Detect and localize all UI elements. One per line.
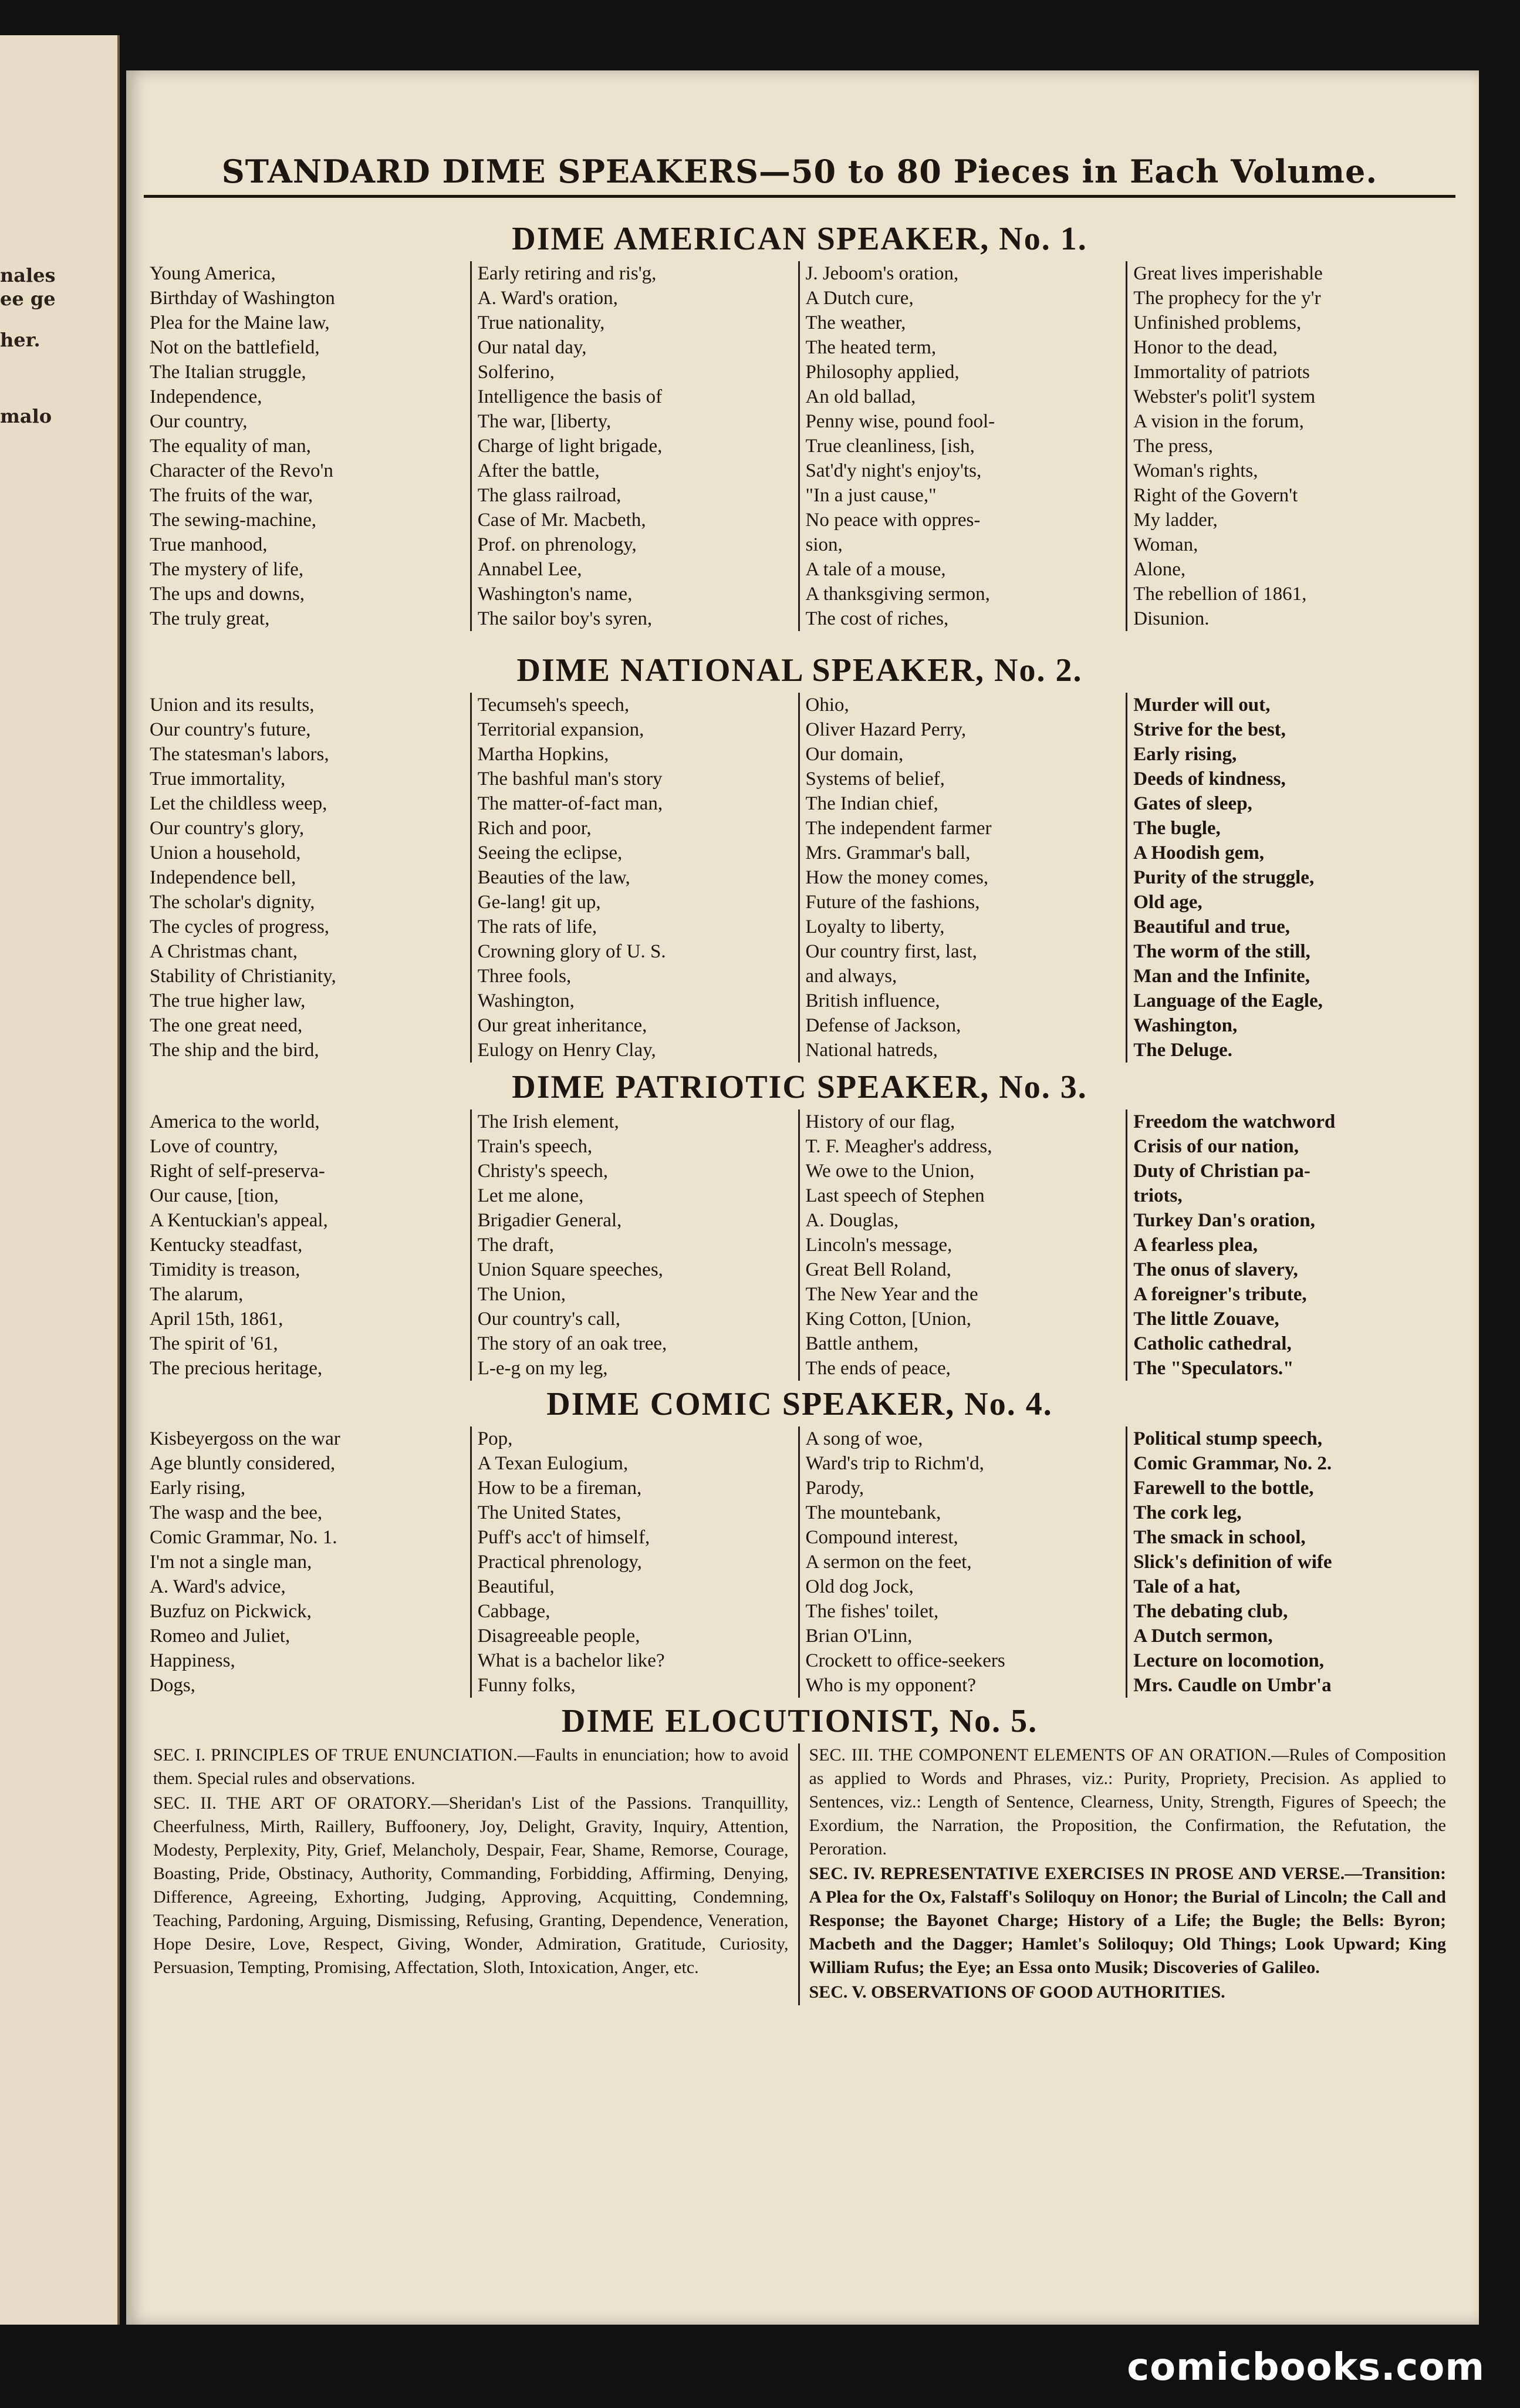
list-item: Crockett to office-seekers xyxy=(805,1650,1005,1671)
column-2 xyxy=(472,261,800,631)
list-item: Plea for the Maine law, xyxy=(150,312,330,333)
list-item: The spirit of '61, xyxy=(150,1333,278,1354)
list-item: A. Ward's advice, xyxy=(150,1576,286,1597)
list-item: The one great need, xyxy=(150,1015,303,1036)
list-item: The scholar's dignity, xyxy=(150,892,315,913)
list-item: Woman, xyxy=(1133,534,1198,555)
list-item: Christy's speech, xyxy=(477,1161,609,1182)
list-item: Compound interest, xyxy=(805,1527,958,1548)
section-columns xyxy=(144,1426,1455,1698)
list-item: America to the world, xyxy=(150,1111,320,1132)
list-item: Early rising, xyxy=(1133,744,1237,765)
list-item: True cleanliness, [ish, xyxy=(805,436,975,457)
elocutionist-paragraph: SEC. II. THE ART OF ORATORY.—Sheridan's List of the Passions. Tranquillity, Cheerfulness, Mirth, Raillery, Buffoonery, Joy, Delight, Gravity, Inquiry, Attention, Modesty, Perplexity, Pity, Grief, Melancholy, Despair, Fear, Shame, Remorse, Courage, Boasting, Pride, Obstinacy, Authority, Commanding, Forbidding, Affirming, Denying, Difference, Agreeing, Exhorting, Judging, Approving, Acquitting, Condemning, Teaching, Pardoning, Arguing, Dismissing, Refusing, Granting, Dependence, Veneration, Hope Desire, Love, Respect, Giving, Wonder, Admiration, Gratitude, Curiosity, Persuasion, Tempting, Promising, Affectation, Sloth, Intoxication, Anger, etc. xyxy=(153,1793,789,1977)
list-item: How to be a fireman, xyxy=(477,1478,642,1499)
book-page xyxy=(126,70,1479,2325)
list-item: True manhood, xyxy=(150,534,268,555)
list-item: Tecumseh's speech, xyxy=(477,694,630,716)
section-patriotic-speaker xyxy=(144,1068,1455,1381)
section-title: DIME PATRIOTIC SPEAKER, No. 3. xyxy=(512,1069,1087,1105)
list-item: Great Bell Roland, xyxy=(805,1259,951,1280)
list-item: A tale of a mouse, xyxy=(805,559,946,580)
list-item: Man and the Infinite, xyxy=(1133,966,1310,987)
list-item: King Cotton, [Union, xyxy=(805,1308,971,1330)
list-item: Union and its results, xyxy=(150,694,315,716)
column-1 xyxy=(144,1426,472,1698)
list-item: Birthday of Washington xyxy=(150,288,335,309)
list-item: Parody, xyxy=(805,1478,864,1499)
list-item: Right of the Govern't xyxy=(1133,485,1298,506)
section-title: DIME AMERICAN SPEAKER, No. 1. xyxy=(512,221,1087,257)
list-item: The mystery of life, xyxy=(150,559,304,580)
list-item: Love of country, xyxy=(150,1136,278,1157)
list-item: The cost of riches, xyxy=(805,608,949,629)
list-item: The cycles of progress, xyxy=(150,916,330,937)
list-item: The New Year and the xyxy=(805,1284,978,1305)
list-item: A song of woe, xyxy=(805,1428,923,1449)
list-item: Our natal day, xyxy=(477,337,587,358)
list-item: I'm not a single man, xyxy=(150,1552,312,1573)
list-item: A Dutch cure, xyxy=(805,288,914,309)
list-item: Philosophy applied, xyxy=(805,362,960,383)
list-item: The press, xyxy=(1133,436,1213,457)
list-item: Let me alone, xyxy=(477,1185,584,1206)
section-national-speaker xyxy=(144,652,1455,1063)
list-item: The truly great, xyxy=(150,608,270,629)
list-item: My ladder, xyxy=(1133,510,1218,531)
list-item: Purity of the struggle, xyxy=(1133,867,1315,888)
list-item: Washington, xyxy=(1133,1015,1238,1036)
list-item: The worm of the still, xyxy=(1133,941,1310,962)
list-item: The cork leg, xyxy=(1133,1502,1242,1523)
list-item: A thanksgiving sermon, xyxy=(805,584,990,605)
list-item: "In a just cause," xyxy=(805,485,937,506)
list-item: The draft, xyxy=(477,1235,554,1256)
list-item: The rats of life, xyxy=(477,916,597,937)
list-item: The bugle, xyxy=(1133,818,1221,839)
list-item: L-e-g on my leg, xyxy=(477,1358,608,1379)
column-1 xyxy=(144,1109,472,1381)
section-columns xyxy=(144,1109,1455,1381)
list-item: Brigadier General, xyxy=(477,1210,622,1231)
list-item: A. Douglas, xyxy=(805,1210,899,1231)
section-title: DIME NATIONAL SPEAKER, No. 2. xyxy=(516,652,1083,689)
list-item: Catholic cathedral, xyxy=(1133,1333,1292,1354)
list-item: Our country, xyxy=(150,411,248,432)
list-item: Buzfuz on Pickwick, xyxy=(150,1601,312,1622)
elocutionist-paragraph: SEC. V. OBSERVATIONS OF GOOD AUTHORITIES. xyxy=(809,1982,1225,2002)
column-2 xyxy=(472,693,800,1063)
list-item: The onus of slavery, xyxy=(1133,1259,1298,1280)
section-title: DIME ELOCUTIONIST, No. 5. xyxy=(561,1703,1038,1739)
list-item: After the battle, xyxy=(477,460,600,481)
column-3 xyxy=(800,261,1128,631)
list-item: Slick's definition of wife xyxy=(1133,1552,1332,1573)
list-item: Territorial expansion, xyxy=(477,719,644,740)
list-item: True immortality, xyxy=(150,768,286,790)
list-item: Brian O'Linn, xyxy=(805,1625,913,1647)
list-item: Our country's future, xyxy=(150,719,311,740)
column-4 xyxy=(1127,261,1455,631)
list-item: The prophecy for the y'r xyxy=(1133,288,1321,309)
list-item: Sat'd'y night's enjoy'ts, xyxy=(805,460,982,481)
list-item: Turkey Dan's oration, xyxy=(1133,1210,1315,1231)
list-item: Freedom the watchword xyxy=(1133,1111,1336,1132)
list-item: The war, [liberty, xyxy=(477,411,612,432)
list-item: Annabel Lee, xyxy=(477,559,582,580)
list-item: The sewing-machine, xyxy=(150,510,317,531)
section-comic-speaker xyxy=(144,1385,1455,1698)
section-columns xyxy=(144,261,1455,631)
section-american-speaker xyxy=(144,220,1455,631)
list-item: We owe to the Union, xyxy=(805,1161,975,1182)
list-item: The Union, xyxy=(477,1284,566,1305)
list-item: Our domain, xyxy=(805,744,904,765)
list-item: Martha Hopkins, xyxy=(477,744,609,765)
list-item: The ups and downs, xyxy=(150,584,305,605)
list-item: The precious heritage, xyxy=(150,1358,323,1379)
column-3 xyxy=(800,693,1128,1063)
section-elocutionist xyxy=(144,1702,1455,2005)
column-3 xyxy=(800,1426,1128,1698)
left-page-text: malo xyxy=(0,405,52,427)
list-item: A Christmas chant, xyxy=(150,941,298,962)
list-item: Practical phrenology, xyxy=(477,1552,642,1573)
list-item: Washington, xyxy=(477,990,575,1011)
list-item: Seeing the eclipse, xyxy=(477,842,623,864)
list-item: Comic Grammar, No. 1. xyxy=(150,1527,337,1548)
list-item: The equality of man, xyxy=(150,436,311,457)
left-page-fragment xyxy=(0,35,120,2325)
list-item: Language of the Eagle, xyxy=(1133,990,1323,1011)
list-item: Dogs, xyxy=(150,1675,195,1696)
list-item: sion, xyxy=(805,534,843,555)
list-item: A sermon on the feet, xyxy=(805,1552,972,1573)
list-item: Political stump speech, xyxy=(1133,1428,1322,1449)
column-1 xyxy=(144,693,472,1063)
list-item: No peace with oppres- xyxy=(805,510,981,531)
list-item: Immortality of patriots xyxy=(1133,362,1310,383)
list-item: Future of the fashions, xyxy=(805,892,980,913)
list-item: Gates of sleep, xyxy=(1133,793,1252,814)
left-page-text: nales xyxy=(0,264,56,286)
list-item: A. Ward's oration, xyxy=(477,288,618,309)
list-item: The United States, xyxy=(477,1502,621,1523)
elocutionist-paragraph: SEC. IV. REPRESENTATIVE EXERCISES IN PROSE AND VERSE.—Transition: A Plea for the Ox, Falstaff's Soliloquy on Honor; the Burial of Lincoln; the Call and Response; the Bayonet Charge; History of a Life; the Bugle; the Bells: Byron; Macbeth and the Dagger; Hamlet's Soliloquy; Old Things; Look Upward; King William Rufus; the Eye; an Essa onto Musik; Discoveries of Galileo. xyxy=(809,1864,1446,1977)
list-item: Ward's trip to Richm'd, xyxy=(805,1453,984,1474)
left-page-text: ee ge xyxy=(0,288,56,310)
list-item: Stability of Christianity, xyxy=(150,966,336,987)
list-item: Union a household, xyxy=(150,842,301,864)
list-item: The statesman's labors, xyxy=(150,744,329,765)
list-item: Our cause, [tion, xyxy=(150,1185,279,1206)
list-item: Funny folks, xyxy=(477,1675,576,1696)
list-item: Mrs. Caudle on Umbr'a xyxy=(1133,1675,1332,1696)
list-item: Murder will out, xyxy=(1133,694,1271,716)
list-item: The story of an oak tree, xyxy=(477,1333,667,1354)
list-item: A fearless plea, xyxy=(1133,1235,1258,1256)
list-item: Tale of a hat, xyxy=(1133,1576,1241,1597)
list-item: Three fools, xyxy=(477,966,572,987)
list-item: Independence bell, xyxy=(150,867,296,888)
list-item: Not on the battlefield, xyxy=(150,337,320,358)
list-item: The independent farmer xyxy=(805,818,992,839)
list-item: and always, xyxy=(805,966,897,987)
list-item: The ends of peace, xyxy=(805,1358,951,1379)
list-item: Beautiful and true, xyxy=(1133,916,1291,937)
list-item: A vision in the forum, xyxy=(1133,411,1304,432)
list-item: Charge of light brigade, xyxy=(477,436,663,457)
list-item: Mrs. Grammar's ball, xyxy=(805,842,971,864)
list-item: Last speech of Stephen xyxy=(805,1185,985,1206)
list-item: Systems of belief, xyxy=(805,768,945,790)
list-item: Union Square speeches, xyxy=(477,1259,663,1280)
section-columns xyxy=(144,693,1455,1063)
list-item: The heated term, xyxy=(805,337,937,358)
list-item: Prof. on phrenology, xyxy=(477,534,637,555)
list-item: The alarum, xyxy=(150,1284,244,1305)
list-item: The debating club, xyxy=(1133,1601,1288,1622)
list-item: True nationality, xyxy=(477,312,605,333)
list-item: Old dog Jock, xyxy=(805,1576,914,1597)
list-item: Who is my opponent? xyxy=(805,1675,977,1696)
list-item: Unfinished problems, xyxy=(1133,312,1302,333)
elocutionist-right-column xyxy=(800,1743,1456,2005)
list-item: A Hoodish gem, xyxy=(1133,842,1265,864)
list-item: Lincoln's message, xyxy=(805,1235,952,1256)
list-item: Early rising, xyxy=(150,1478,246,1499)
column-4 xyxy=(1127,1426,1455,1698)
list-item: Honor to the dead, xyxy=(1133,337,1278,358)
list-item: The smack in school, xyxy=(1133,1527,1306,1548)
list-item: British influence, xyxy=(805,990,940,1011)
list-item: Our country first, last, xyxy=(805,941,977,962)
site-watermark: comicbooks.com xyxy=(1127,2346,1485,2389)
list-item: What is a bachelor like? xyxy=(477,1650,665,1671)
list-item: Pop, xyxy=(477,1428,513,1449)
list-item: Farewell to the bottle, xyxy=(1133,1478,1314,1499)
list-item: A Dutch sermon, xyxy=(1133,1625,1273,1647)
list-item: Case of Mr. Macbeth, xyxy=(477,510,646,531)
list-item: Timidity is treason, xyxy=(150,1259,300,1280)
elocutionist-columns xyxy=(144,1743,1455,2005)
section-title: DIME COMIC SPEAKER, No. 4. xyxy=(546,1386,1053,1422)
list-item: The Deluge. xyxy=(1133,1040,1232,1061)
list-item: The sailor boy's syren, xyxy=(477,608,653,629)
list-item: Young America, xyxy=(150,263,276,284)
list-item: The matter-of-fact man, xyxy=(477,793,663,814)
list-item: Our great inheritance, xyxy=(477,1015,647,1036)
list-item: April 15th, 1861, xyxy=(150,1308,283,1330)
list-item: Defense of Jackson, xyxy=(805,1015,961,1036)
list-item: Cabbage, xyxy=(477,1601,550,1622)
list-item: Right of self-preserva- xyxy=(150,1161,325,1182)
list-item: The fruits of the war, xyxy=(150,485,313,506)
column-2 xyxy=(472,1109,800,1381)
list-item: The true higher law, xyxy=(150,990,306,1011)
list-item: A foreigner's tribute, xyxy=(1133,1284,1307,1305)
list-item: The rebellion of 1861, xyxy=(1133,584,1307,605)
list-item: The glass railroad, xyxy=(477,485,621,506)
page-header: STANDARD DIME SPEAKERS—50 to 80 Pieces in Each Volume. xyxy=(144,153,1455,198)
list-item: Webster's polit'l system xyxy=(1133,386,1316,407)
list-item: Washington's name, xyxy=(477,584,633,605)
list-item: Age bluntly considered, xyxy=(150,1453,336,1474)
list-item: The Italian struggle, xyxy=(150,362,306,383)
list-item: Comic Grammar, No. 2. xyxy=(1133,1453,1332,1474)
list-item: Duty of Christian pa- xyxy=(1133,1161,1310,1182)
list-item: Great lives imperishable xyxy=(1133,263,1323,284)
list-item: Loyalty to liberty, xyxy=(805,916,945,937)
list-item: Kentucky steadfast, xyxy=(150,1235,303,1256)
list-item: Solferino, xyxy=(477,362,555,383)
list-item: How the money comes, xyxy=(805,867,989,888)
list-item: Independence, xyxy=(150,386,262,407)
list-item: Happiness, xyxy=(150,1650,235,1671)
list-item: T. F. Meagher's address, xyxy=(805,1136,992,1157)
list-item: The fishes' toilet, xyxy=(805,1601,939,1622)
elocutionist-paragraph: SEC. I. PRINCIPLES OF TRUE ENUNCIATION.—Faults in enunciation; how to avoid them. Special rules and observations. xyxy=(153,1745,789,1788)
elocutionist-paragraph: SEC. III. THE COMPONENT ELEMENTS OF AN ORATION.—Rules of Composition as applied to Words and Phrases, viz.: Purity, Propriety, Precision. As applied to Sentences, viz.: Length of Sentence, Clearness, Unity, Strength, Figures of Speech; the Exordium, the Narration, the Proposition, the Confirmation, the Refutation, the Peroration. xyxy=(809,1745,1446,1859)
left-page-text: her. xyxy=(0,329,40,351)
list-item: Battle anthem, xyxy=(805,1333,918,1354)
list-item: triots, xyxy=(1133,1185,1183,1206)
column-4 xyxy=(1127,1109,1455,1381)
list-item: The bashful man's story xyxy=(477,768,663,790)
list-item: Penny wise, pound fool- xyxy=(805,411,995,432)
list-item: Ge-lang! git up, xyxy=(477,892,601,913)
list-item: Alone, xyxy=(1133,559,1186,580)
list-item: Strive for the best, xyxy=(1133,719,1286,740)
list-item: Beauties of the law, xyxy=(477,867,630,888)
list-item: Old age, xyxy=(1133,892,1203,913)
list-item: An old ballad, xyxy=(805,386,916,407)
list-item: Let the childless weep, xyxy=(150,793,327,814)
list-item: History of our flag, xyxy=(805,1111,955,1132)
list-item: Rich and poor, xyxy=(477,818,592,839)
elocutionist-left-column xyxy=(144,1743,800,2005)
list-item: The Indian chief, xyxy=(805,793,938,814)
list-item: Eulogy on Henry Clay, xyxy=(477,1040,656,1061)
list-item: Kisbeyergoss on the war xyxy=(150,1428,340,1449)
list-item: Crowning glory of U. S. xyxy=(477,941,666,962)
list-item: Intelligence the basis of xyxy=(477,386,663,407)
list-item: The mountebank, xyxy=(805,1502,941,1523)
column-3 xyxy=(800,1109,1128,1381)
list-item: A Texan Eulogium, xyxy=(477,1453,629,1474)
list-item: Character of the Revo'n xyxy=(150,460,333,481)
list-item: Disunion. xyxy=(1133,608,1210,629)
list-item: Disagreeable people, xyxy=(477,1625,640,1647)
list-item: A Kentuckian's appeal, xyxy=(150,1210,328,1231)
list-item: Woman's rights, xyxy=(1133,460,1258,481)
list-item: National hatreds, xyxy=(805,1040,938,1061)
list-item: Our country's call, xyxy=(477,1308,621,1330)
list-item: Lecture on locomotion, xyxy=(1133,1650,1325,1671)
list-item: J. Jeboom's oration, xyxy=(805,263,959,284)
list-item: The "Speculators." xyxy=(1133,1358,1294,1379)
list-item: Crisis of our nation, xyxy=(1133,1136,1299,1157)
list-item: The ship and the bird, xyxy=(150,1040,319,1061)
list-item: Deeds of kindness, xyxy=(1133,768,1286,790)
list-item: Early retiring and ris'g, xyxy=(477,263,657,284)
list-item: Puff's acc't of himself, xyxy=(477,1527,650,1548)
list-item: The Irish element, xyxy=(477,1111,619,1132)
list-item: The weather, xyxy=(805,312,906,333)
list-item: The little Zouave, xyxy=(1133,1308,1279,1330)
list-item: Our country's glory, xyxy=(150,818,305,839)
list-item: The wasp and the bee, xyxy=(150,1502,323,1523)
list-item: Beautiful, xyxy=(477,1576,555,1597)
list-item: Train's speech, xyxy=(477,1136,593,1157)
list-item: Ohio, xyxy=(805,694,849,716)
list-item: Oliver Hazard Perry, xyxy=(805,719,967,740)
list-item: Romeo and Juliet, xyxy=(150,1625,291,1647)
column-2 xyxy=(472,1426,800,1698)
column-4 xyxy=(1127,693,1455,1063)
column-1 xyxy=(144,261,472,631)
